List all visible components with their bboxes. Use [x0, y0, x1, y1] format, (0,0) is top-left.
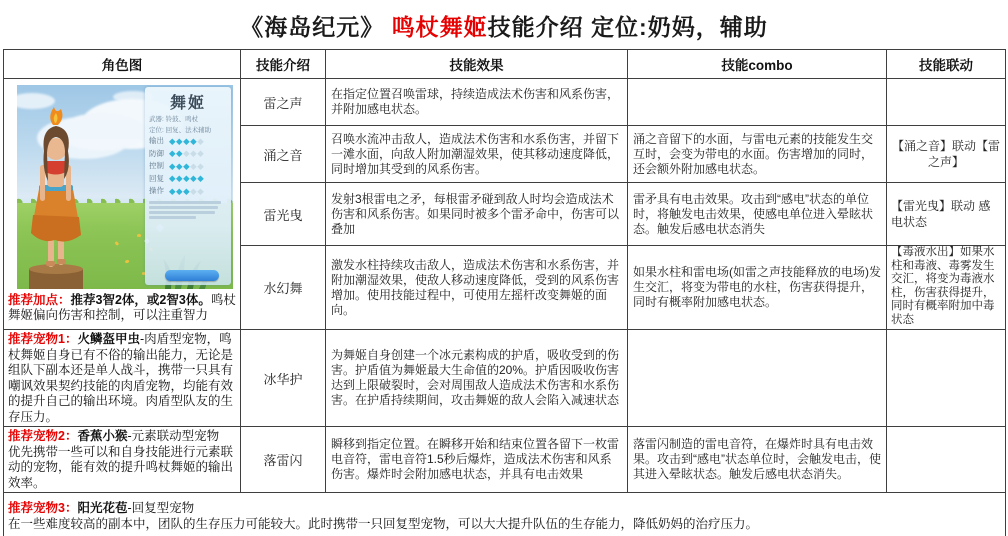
skill-name-cell: 冰华护	[241, 330, 326, 427]
stat-row-控制: 控制 ◆◆◆◆◆	[149, 160, 205, 171]
skill-table	[3, 49, 1006, 536]
stat-row-回复: 回复 ◆◆◆◆◆	[149, 173, 205, 184]
tip-pet1-cell	[4, 330, 241, 427]
weapon-info-line: 武器: 铃鼓、鸣杖	[149, 115, 199, 123]
page-title-suffix: 技能介绍 定位:奶妈，辅助	[487, 14, 768, 40]
stat-rows	[149, 135, 227, 198]
skill-combo-cell: 落雷闪制造的雷电音符，在爆炸时具有电击效果。攻击到“感电”状态单位时，会触发电击，使其进入晕眩状态。触发后感电状态消失。	[628, 427, 887, 493]
character-stats-panel	[145, 87, 231, 285]
stat-row-输出: 输出 ◆◆◆◆◆	[149, 135, 205, 146]
page-title	[0, 0, 1008, 49]
skill-effect-cell: 瞬移到指定位置。在瞬移开始和结束位置各留下一枚雷电音符，雷电音符1.5秒后爆炸，造成法术伤害和风系伤害。爆炸时会附加感电状态，并具有电击效果	[326, 427, 628, 493]
role-info-line: 定位: 回复、法术辅助	[149, 126, 212, 134]
column-header-skill-effect: 技能效果	[326, 50, 628, 79]
skill-name-cell: 涌之音	[241, 126, 326, 183]
skill-combo-cell	[628, 330, 887, 427]
tip-recommended-attributes: 推荐加点：推荐3智2体，或2智3体。鸣杖舞姬偏向伤害和控制，可以注重智力	[8, 292, 236, 322]
table-row	[4, 427, 1006, 493]
skill-combo-cell	[628, 79, 887, 126]
page-title-prefix: 《海岛纪元》	[240, 14, 392, 40]
skill-link-cell	[887, 427, 1006, 493]
skill-combo-cell: 雷矛具有电击效果。攻击到“感电”状态的单位时，将触发电击效果，使感电单位进入晕眩状态。触发后感电状态消失	[628, 183, 887, 246]
skill-effect-cell: 激发水柱持续攻击敌人，造成法术伤害和水系伤害，并附加潮湿效果，使敌人移动速度降低，受到的风系伤害增加。使用技能过程中，可使用左摇杆改变舞姬的面向。	[326, 246, 628, 330]
skill-name-cell: 落雷闪	[241, 427, 326, 493]
tip-pet2-cell	[4, 427, 241, 493]
column-header-skill-combo: 技能combo	[628, 50, 887, 79]
tip-recommended-pet-2: 推荐宠物2：香蕉小猴-元素联动型宠物 优先携带一些可以和自身技能进行元素联动的宠物，能有效的提升鸣杖舞姬的输出效率。	[8, 429, 234, 490]
skill-name-cell: 雷光曳	[241, 183, 326, 246]
table-row	[4, 79, 1006, 126]
skill-name-cell: 雷之声	[241, 79, 326, 126]
column-header-skill-link: 技能联动	[887, 50, 1006, 79]
table-row	[4, 493, 1006, 536]
skill-effect-cell: 在指定位置召唤雷球，持续造成法术伤害和风系伤害，并附加感电状态。	[326, 79, 628, 126]
skill-link-cell	[887, 330, 1006, 427]
skill-effect-cell: 召唤水流冲击敌人，造成法术伤害和水系伤害，并留下一滩水面，向敌人附加潮湿效果，使其移动速度降低，同时增加其受到的风系伤害。	[326, 126, 628, 183]
tip-recommended-pet-3: 推荐宠物3：阳光花苞-回复型宠物 在一些难度较高的副本中，团队的生存压力可能较大。此时携带一只回复型宠物，可以大大提升队伍的生存能力，降低奶妈的治疗压力。	[8, 501, 759, 531]
skill-link-cell: 【雷光曳】联动 感电状态	[887, 183, 1006, 246]
panel-action-button[interactable]	[165, 270, 219, 281]
skill-effect-cell: 发射3根雷电之矛，每根雷矛碰到敌人时均会造成法术伤害和风系伤害。如果同时被多个雷矛命中，伤害可以叠加	[326, 183, 628, 246]
column-header-character-image: 角色图	[4, 50, 241, 79]
description-text-placeholder	[149, 201, 227, 219]
character-image-cell	[4, 79, 241, 330]
character-screenshot	[17, 85, 233, 289]
skill-link-cell	[887, 79, 1006, 126]
skill-combo-cell: 如果水柱和雷电场(如雷之声技能释放的电场)发生交汇，将变为带电的水柱，伤害获得提升，同时有概率附加感电状态。	[628, 246, 887, 330]
page-title-character-name: 鸣杖舞姬	[391, 14, 488, 40]
stat-row-防御: 防御 ◆◆◆◆◆	[149, 148, 205, 159]
dancer-character-illustration	[19, 93, 119, 289]
skill-link-cell: 【涌之音】联动【雷之声】	[887, 126, 1006, 183]
stat-row-操作: 操作 ◆◆◆◆◆	[149, 185, 205, 196]
tip-pet3-cell	[4, 493, 1006, 536]
character-name: 舞姬	[169, 94, 206, 112]
skill-name-cell: 水幻舞	[241, 246, 326, 330]
tip-recommended-pet-1: 推荐宠物1：火鳞盔甲虫-肉盾型宠物，鸣杖舞姬自身已有不俗的输出能力，无论是组队下副本还是单人战斗，携带一只具有嘲讽效果契约技能的肉盾宠物，均能有效的提升自己的输出环境。肉盾型队友的生存压力。	[8, 332, 234, 424]
column-header-skill-intro: 技能介绍	[241, 50, 326, 79]
header-row	[4, 50, 1006, 79]
skill-combo-cell: 涌之音留下的水面，与雷电元素的技能发生交互时，会变为带电的水面。伤害增加的同时，还会额外附加感电状态。	[628, 126, 887, 183]
table-row	[4, 330, 1006, 427]
skill-link-cell: 【毒液水出】如果水柱和毒液、毒雾发生交汇，将变为毒液水柱，伤害获得提升，同时有概率附加中毒状态	[887, 246, 1006, 330]
skill-effect-cell: 为舞姬自身创建一个冰元素构成的护盾，吸收受到的伤害。护盾值为舞姬最大生命值的20%。护盾因吸收伤害达到上限破裂时，会对周围敌人造成法术伤害和水系伤害。在护盾持续期间，攻击舞姬的敌人会陷入减速状态	[326, 330, 628, 427]
